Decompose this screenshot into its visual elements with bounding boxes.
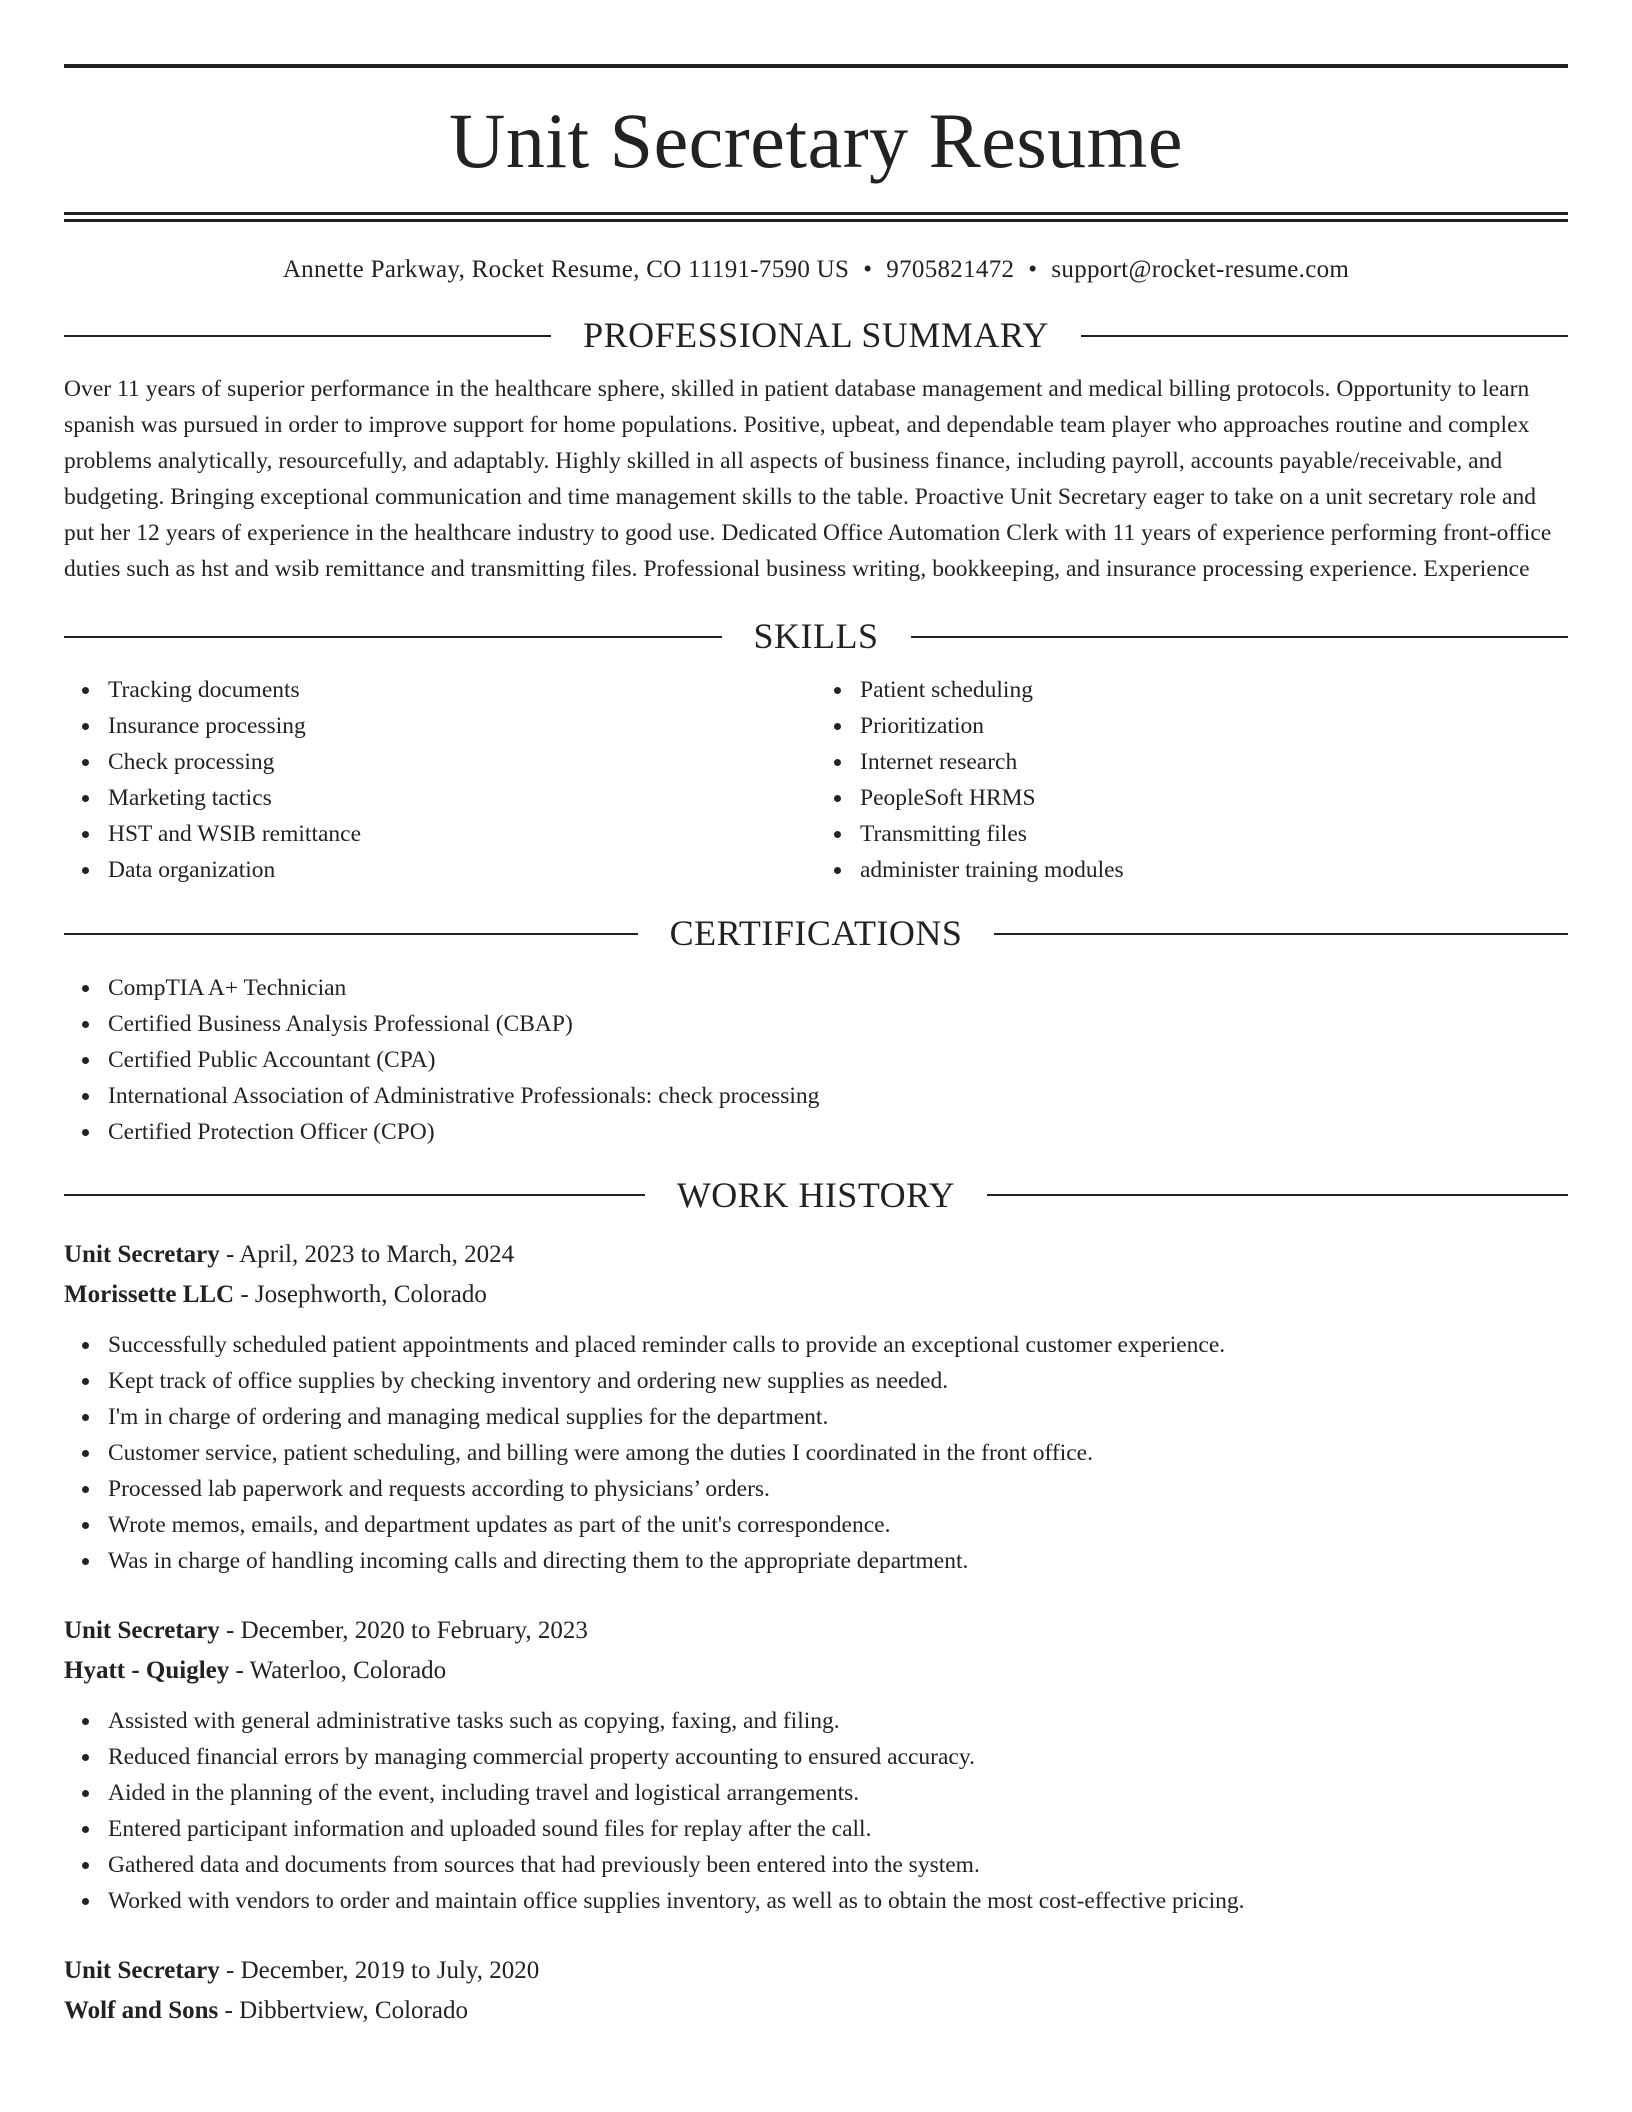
duty-item: Assisted with general administrative tasks such as copying, faxing, and filing. — [108, 1703, 1568, 1739]
job-location: - Dibbertview, Colorado — [218, 1996, 468, 2024]
heading-rule-right — [911, 636, 1569, 638]
skill-item: Patient scheduling — [860, 672, 1568, 708]
heading-rule-right — [994, 933, 1568, 935]
job-location: - Josephworth, Colorado — [234, 1280, 487, 1308]
skill-item: Prioritization — [860, 708, 1568, 744]
certification-item: Certified Business Analysis Professional (CBAP) — [108, 1006, 1568, 1042]
skill-item: Data organization — [108, 852, 816, 888]
heading-rule-right — [1081, 335, 1568, 337]
contact-separator: • — [863, 256, 873, 283]
duty-item: Entered participant information and uploaded sound files for replay after the call. — [108, 1811, 1568, 1847]
skill-item: Marketing tactics — [108, 780, 816, 816]
skills-heading — [64, 615, 1568, 658]
job-company-line — [64, 1275, 1568, 1315]
contact-phone: 9705821472 — [886, 256, 1015, 283]
heading-rule-left — [64, 933, 638, 935]
contact-separator: • — [1028, 256, 1038, 283]
job-duties — [64, 1703, 1568, 1919]
certification-item: Certified Protection Officer (CPO) — [108, 1114, 1568, 1150]
certification-item: International Association of Administrative Professionals: check processing — [108, 1078, 1568, 1114]
certifications-list — [64, 970, 1568, 1150]
job-dates: - December, 2020 to February, 2023 — [219, 1616, 588, 1644]
duty-item: Successfully scheduled patient appointments and placed reminder calls to provide an exceptional customer experience. — [108, 1327, 1568, 1363]
skills-columns — [64, 672, 1568, 888]
job-company: Hyatt - Quigley — [64, 1656, 230, 1684]
top-rule — [64, 64, 1568, 68]
double-rule — [64, 212, 1568, 222]
job-title-line — [64, 1611, 1568, 1651]
duty-item: Kept track of office supplies by checking inventory and ordering new supplies as needed. — [108, 1363, 1568, 1399]
skills-title: SKILLS — [753, 616, 879, 657]
job-company: Wolf and Sons — [64, 1996, 219, 2024]
skill-item: administer training modules — [860, 852, 1568, 888]
skills-list-left — [64, 672, 816, 888]
certification-item: Certified Public Accountant (CPA) — [108, 1042, 1568, 1078]
duty-item: Processed lab paperwork and requests according to physicians’ orders. — [108, 1471, 1568, 1507]
heading-rule-right — [987, 1194, 1568, 1196]
duty-item: Reduced financial errors by managing commercial property accounting to ensured accuracy. — [108, 1739, 1568, 1775]
summary-text: Over 11 years of superior performance in the healthcare sphere, skilled in patient database management and medical billing protocols. Opportunity to learn spanish was pursued in order to improve support for home populations. Positive, upbeat, and dependable team player who approaches routine and complex problems analytically, resourcefully, and adaptably. Highly skilled in all aspects of business finance, including payroll, accounts payable/receivable, and budgeting. Bringing exceptional communication and time management skills to the table. Proactive Unit Secretary eager to take on a unit secretary role and put her 12 years of experience in the healthcare industry to good use. Dedicated Office Automation Clerk with 11 years of experience performing front-office duties such as hst and wsib remittance and transmitting files. Professional business writing, bookkeeping, and insurance processing experience. Experience — [64, 376, 1552, 583]
job-company: Morissette LLC — [64, 1280, 235, 1308]
heading-rule-left — [64, 636, 722, 638]
resume-title: Unit Secretary Resume — [449, 97, 1183, 184]
duty-item: Was in charge of handling incoming calls and directing them to the appropriate department. — [108, 1543, 1568, 1579]
skill-item: HST and WSIB remittance — [108, 816, 816, 852]
job-entry — [64, 1611, 1568, 1919]
certification-item: CompTIA A+ Technician — [108, 970, 1568, 1006]
job-duties — [64, 1327, 1568, 1579]
skill-item: PeopleSoft HRMS — [860, 780, 1568, 816]
job-company-line — [64, 1651, 1568, 1691]
skill-item: Insurance processing — [108, 708, 816, 744]
job-company-line — [64, 1991, 1568, 2031]
job-title-line — [64, 1951, 1568, 1991]
duty-item: Aided in the planning of the event, including travel and logistical arrangements. — [108, 1775, 1568, 1811]
job-entry — [64, 1951, 1568, 2031]
heading-rule-left — [64, 335, 551, 337]
duty-item: Worked with vendors to order and maintain office supplies inventory, as well as to obtain the most cost-effective pricing. — [108, 1883, 1568, 1919]
job-title: Unit Secretary — [64, 1616, 220, 1644]
summary-title: PROFESSIONAL SUMMARY — [583, 315, 1049, 355]
skill-item: Transmitting files — [860, 816, 1568, 852]
contact-address: Annette Parkway, Rocket Resume, CO 11191-7590 US — [282, 256, 850, 283]
work-history-title: WORK HISTORY — [676, 1174, 956, 1215]
heading-rule-left — [64, 1194, 645, 1196]
job-title-line — [64, 1235, 1568, 1275]
job-location: - Waterloo, Colorado — [229, 1656, 447, 1684]
job-entry — [64, 1235, 1568, 1579]
summary-heading — [64, 314, 1568, 357]
job-title: Unit Secretary — [64, 1956, 220, 1984]
certifications-title: CERTIFICATIONS — [669, 913, 963, 954]
duty-item: Gathered data and documents from sources that had previously been entered into the system. — [108, 1847, 1568, 1883]
duty-item: I'm in charge of ordering and managing medical supplies for the department. — [108, 1399, 1568, 1435]
duty-item: Wrote memos, emails, and department updates as part of the unit's correspondence. — [108, 1507, 1568, 1543]
duty-item: Customer service, patient scheduling, and billing were among the duties I coordinated in the front office. — [108, 1435, 1568, 1471]
skills-list-right — [816, 672, 1568, 888]
job-dates: - April, 2023 to March, 2024 — [219, 1240, 515, 1268]
skill-item: Check processing — [108, 744, 816, 780]
contact-line — [64, 256, 1568, 284]
skill-item: Internet research — [860, 744, 1568, 780]
skill-item: Tracking documents — [108, 672, 816, 708]
job-dates: - December, 2019 to July, 2020 — [219, 1956, 540, 1984]
contact-email: support@rocket-resume.com — [1051, 256, 1350, 283]
work-history-heading — [64, 1174, 1568, 1217]
job-title: Unit Secretary — [64, 1240, 220, 1268]
certifications-heading — [64, 912, 1568, 955]
